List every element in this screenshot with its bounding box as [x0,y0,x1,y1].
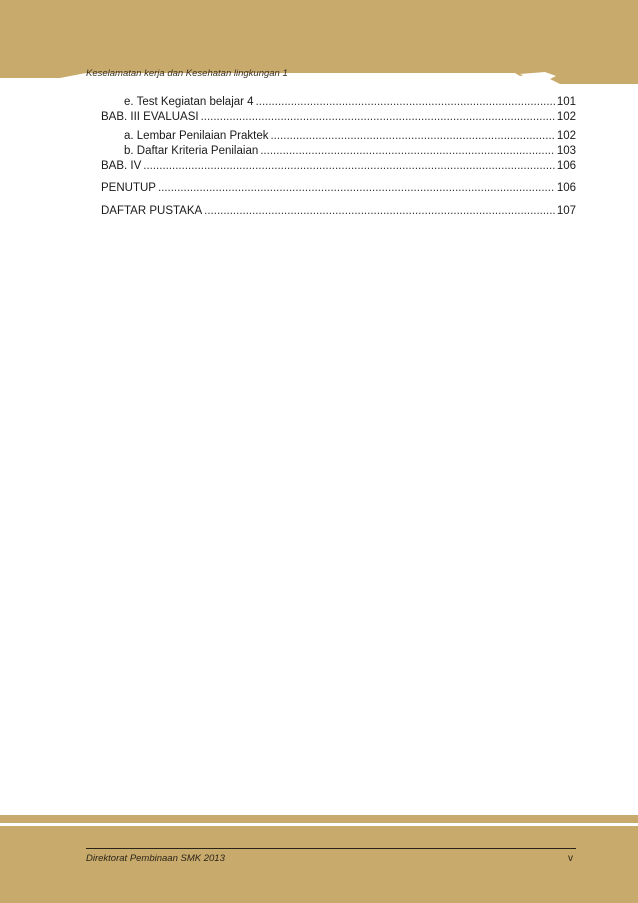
toc-entry-label: DAFTAR PUSTAKA [101,205,203,217]
toc-entry[interactable] [101,181,576,195]
footer-rule [86,848,576,849]
toc-entry-page: 102 [556,130,576,142]
toc-leader-dots [256,95,555,109]
toc-entry-page: 103 [556,145,576,157]
footer-stripe [0,815,638,823]
page-number: v [568,853,573,864]
toc-entry-page: 102 [556,111,576,123]
toc-leader-dots [143,159,555,173]
toc-entry-page: 101 [556,96,576,108]
toc-leader-dots [260,144,555,158]
toc-entry-page: 106 [556,160,576,172]
toc-leader-dots [158,181,555,195]
toc-entry-label: b. Daftar Kriteria Penilaian [124,145,259,157]
toc-leader-dots [204,204,555,218]
toc-entry-page: 106 [556,182,576,194]
toc-entry-label: BAB. IV [101,160,142,172]
footer-publisher: Direktorat Pembinaan SMK 2013 [86,853,225,864]
toc-entry-label: PENUTUP [101,182,156,194]
toc-leader-dots [270,129,554,143]
toc-entry[interactable] [124,144,576,158]
header-band [0,0,638,70]
toc-entry[interactable] [101,159,576,173]
toc-entry[interactable] [124,129,576,143]
toc-leader-dots [201,110,555,124]
toc-entry-label: e. Test Kegiatan belajar 4 [124,96,254,108]
running-header: Keselamatan kerja dan Kesehatan lingkungan 1 [86,68,288,79]
toc-entry-label: BAB. III EVALUASI [101,111,199,123]
toc-entry-page: 107 [556,205,576,217]
toc-entry[interactable] [124,95,576,109]
footer-band [0,826,638,903]
toc-entry[interactable] [101,110,576,124]
toc-entry-label: a. Lembar Penilaian Praktek [124,130,269,142]
toc-entry[interactable] [101,204,576,218]
